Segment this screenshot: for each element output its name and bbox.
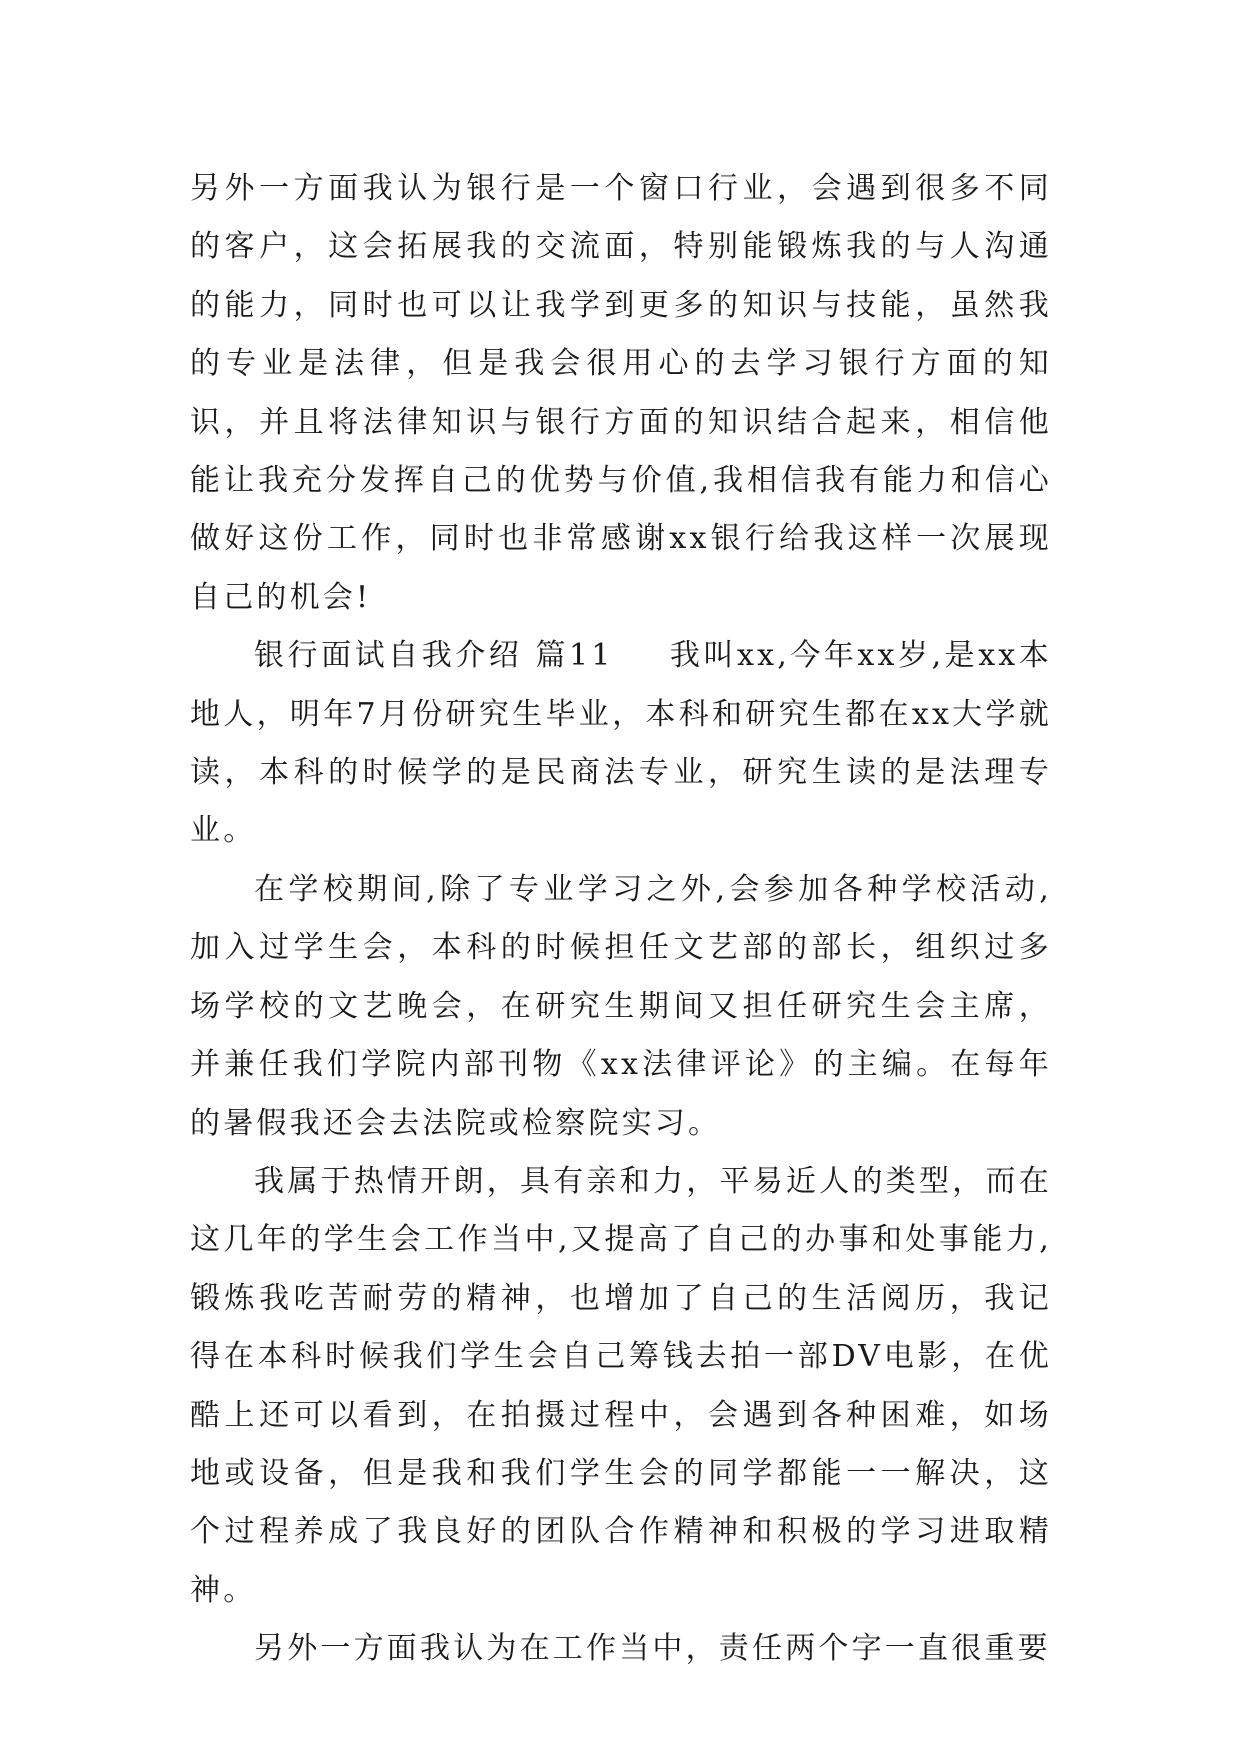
paragraph-1: 另外一方面我认为银行是一个窗口行业，会遇到很多不同的客户，这会拓展我的交流面，特别能锻炼我的与人沟通的能力，同时也可以让我学到更多的知识与技能，虽然我的专业是法律，但是我会很用心的去学习银行方面的知识，并且将法律知识与银行方面的知识结合起来，相信他能让我充分发挥自己的优势与价值,我相信我有能力和信心做好这份工作，同时也非常感谢xx银行给我这样一次展现自己的机会! (190, 171, 1052, 615)
paragraph-4: 我属于热情开朗，具有亲和力，平易近人的类型，而在这几年的学生会工作当中,又提高了自己的办事和处事能力,锻炼我吃苦耐劳的精神，也增加了自己的生活阅历，我记得在本科时候我们学生会自己筹钱去拍一部DV电影，在优酷上还可以看到，在拍摄过程中，会遇到各种困难，如场地或设备，但是我和我们学生会的同学都能一一解决，这个过程养成了我良好的团队合作精神和积极的学习进取精神。 (190, 1163, 1052, 1608)
document-body (190, 160, 1052, 1679)
paragraph-3: 在学校期间,除了专业学习之外,会参加各种学校活动,加入过学生会，本科的时候担任文艺部的部长，组织过多场学校的文艺晚会，在研究生期间又担任研究生会主席，并兼任我们学院内部刊物《xx法律评论》的主编。在每年的暑假我还会去法院或检察院实习。 (190, 871, 1052, 1141)
paragraph-5: 另外一方面我认为在工作当中，责任两个字一直很重要 (254, 1631, 1051, 1667)
paragraph-2 (190, 627, 1052, 861)
section-heading: 银行面试自我介绍 篇11 (254, 638, 614, 674)
paragraph-2-text: 我叫xx,今年xx岁,是xx本地人，明年7月份研究生毕业，本科和研究生都在xx大学就读，本科的时候学的是民商法专业，研究生读的是法理专业。 (190, 638, 1052, 849)
